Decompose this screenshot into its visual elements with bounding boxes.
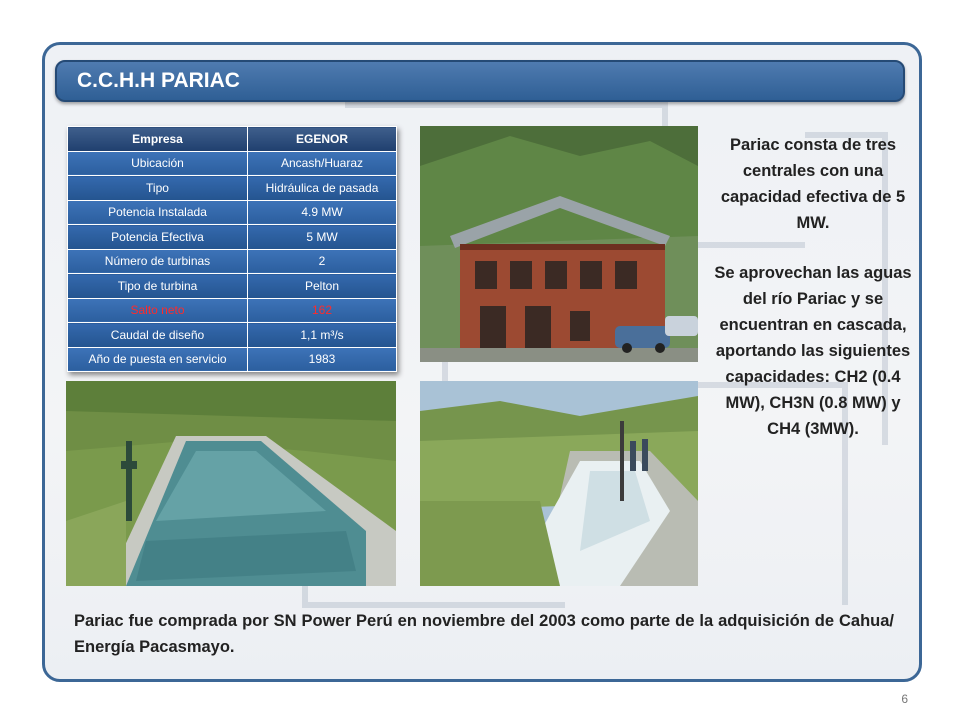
table-row [68,200,397,225]
table-cell-label: Potencia Instalada [68,200,248,225]
table-cell-label: Tipo [68,176,248,201]
table-cell-label: Salto neto [68,298,248,323]
table-cell-value: Hidráulica de pasada [248,176,397,201]
slide-title [55,60,905,102]
cascade-photo [420,381,698,586]
table-row [68,249,397,274]
acquisition-note: Pariac fue comprada por SN Power Perú en noviembre del 2003 como parte de la adquisición de Cahua/ Energía Pacasmayo. [74,612,894,656]
description-paragraph-2: Se aprovechan las aguas del río Pariac y se encuentran en cascada, aportando las siguientes capacidades: CH2 (0.4 MW), CH3N (0.8 MW) y CH4 (3MW). [714,264,912,438]
table-cell-value: 2 [248,249,397,274]
table-cell-value: 5 MW [248,225,397,250]
table-header-value: EGENOR [248,127,397,152]
table-cell-value: 4.9 MW [248,200,397,225]
power-house-photo [420,126,698,362]
plant-description [708,132,918,466]
water-channel-photo [66,381,396,586]
table-row [68,274,397,299]
table-cell-label: Tipo de turbina [68,274,248,299]
table-header-row [68,127,397,152]
table-row [68,151,397,176]
table-row [68,323,397,348]
table-cell-value: 1983 [248,347,397,372]
table-cell-label: Potencia Efectiva [68,225,248,250]
plant-specs-table [67,126,397,372]
table-cell-label: Caudal de diseño [68,323,248,348]
table-cell-value: 162 [248,298,397,323]
table-header-label: Empresa [68,127,248,152]
table-row [68,225,397,250]
table-cell-value: Pelton [248,274,397,299]
table-cell-value: Ancash/Huaraz [248,151,397,176]
table-cell-label: Año de puesta en servicio [68,347,248,372]
page-number: 6 [901,692,908,706]
table-row [68,347,397,372]
table-row [68,176,397,201]
slide-title-text: C.C.H.H PARIAC [77,69,240,92]
table-cell-value: 1,1 m³/s [248,323,397,348]
description-paragraph-1: Pariac consta de tres centrales con una capacidad efectiva de 5 MW. [720,136,906,232]
table-cell-label: Ubicación [68,151,248,176]
table-row-highlighted [68,298,397,323]
table-cell-label: Número de turbinas [68,249,248,274]
